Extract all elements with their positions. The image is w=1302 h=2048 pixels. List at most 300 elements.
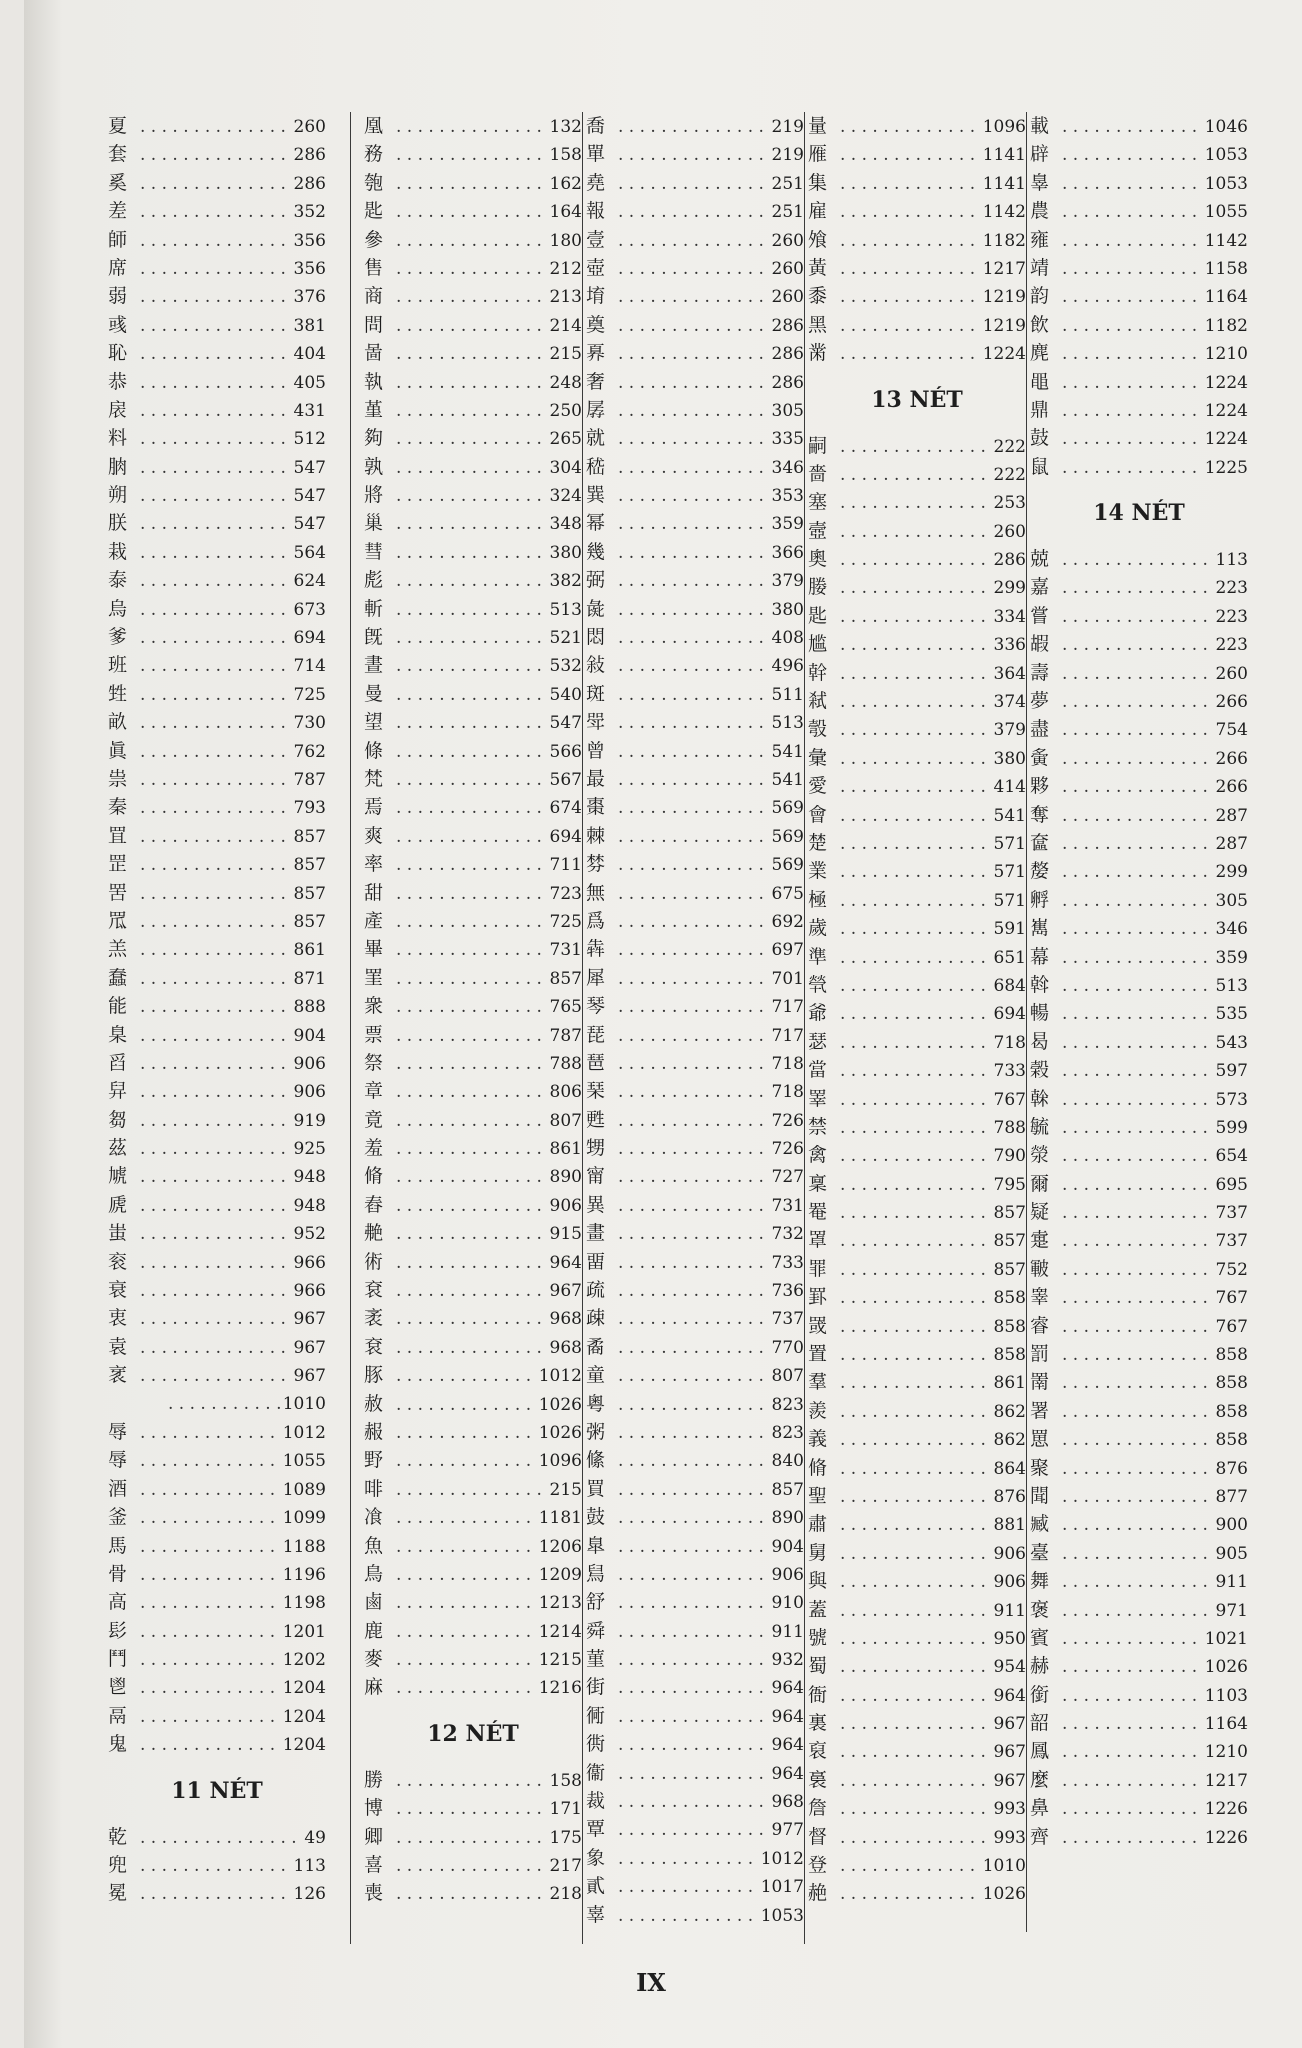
dot-leader (392, 738, 547, 766)
entry-character: 爹 (108, 626, 128, 649)
dot-leader (1058, 340, 1202, 368)
entry-character: 舀 (108, 1051, 128, 1074)
index-column-4 (808, 112, 1026, 1908)
index-entry (108, 1823, 326, 1851)
index-entry (1030, 1113, 1248, 1141)
entry-page-number: 260 (771, 230, 804, 251)
entry-character: 幂 (586, 512, 606, 535)
dot-leader (392, 1078, 547, 1106)
index-entry (808, 1567, 1026, 1595)
index-entry (586, 1219, 804, 1247)
entry-page-number: 571 (993, 862, 1026, 883)
dot-leader (1058, 255, 1202, 283)
entry-page-number: 806 (549, 1082, 582, 1103)
entry-character: 犀 (586, 966, 606, 989)
entry-character: 辜 (586, 1903, 606, 1926)
entry-page-number: 212 (549, 258, 582, 279)
index-entry (808, 112, 1026, 140)
index-entry (808, 488, 1026, 516)
index-entry (108, 623, 326, 651)
entry-page-number: 967 (993, 1714, 1026, 1735)
dot-leader (836, 1568, 991, 1596)
entry-character: 曷 (1030, 1030, 1050, 1053)
index-entry (1030, 999, 1248, 1027)
dot-leader (614, 198, 769, 226)
entry-character: 最 (586, 767, 606, 790)
entry-page-number: 752 (1215, 1259, 1248, 1280)
dot-leader (1058, 369, 1202, 397)
entry-character: 衖 (586, 1733, 606, 1756)
dot-leader (836, 1597, 991, 1625)
dot-leader (1058, 1398, 1213, 1426)
dot-leader (614, 1788, 769, 1816)
entry-page-number: 132 (549, 117, 582, 137)
dot-leader (136, 1880, 291, 1908)
dot-leader (392, 1362, 536, 1390)
index-entry (808, 1624, 1026, 1652)
entry-page-number: 692 (771, 911, 804, 932)
entry-character: 巽 (586, 484, 606, 507)
dot-leader (392, 880, 547, 908)
index-entry (586, 680, 804, 708)
dot-leader (1058, 574, 1213, 602)
index-entry (808, 432, 1026, 460)
entry-page-number: 767 (1215, 1316, 1248, 1337)
entry-character: 商 (364, 285, 384, 308)
entry-page-number: 807 (771, 1366, 804, 1387)
dot-leader (1058, 1511, 1213, 1539)
dot-leader (392, 255, 547, 283)
dot-leader (836, 830, 991, 858)
entry-character: 罫 (808, 1286, 828, 1309)
index-entry (808, 1510, 1026, 1538)
entry-character: 罰 (1030, 1343, 1050, 1366)
entry-page-number: 222 (993, 436, 1026, 457)
index-entry (364, 1106, 582, 1134)
index-entry (108, 282, 326, 310)
dot-leader (614, 340, 769, 368)
dot-leader (392, 1447, 536, 1475)
dot-leader (836, 198, 980, 226)
entry-character: 辟 (1030, 143, 1050, 166)
index-entry (108, 708, 326, 736)
entry-character: 鳳 (1030, 1740, 1050, 1763)
entry-page-number: 1164 (1204, 287, 1248, 308)
entry-character: 衮 (108, 1250, 128, 1273)
index-entry (586, 1844, 804, 1872)
entry-character: 巢 (364, 512, 384, 535)
entry-character: 產 (364, 909, 384, 932)
dot-leader (836, 688, 991, 716)
entry-page-number: 513 (549, 599, 582, 620)
index-entry (808, 254, 1026, 282)
entry-page-number: 948 (293, 1167, 326, 1188)
index-entry (586, 708, 804, 736)
index-entry (1030, 573, 1248, 601)
entry-page-number: 857 (549, 968, 582, 989)
entry-page-number: 754 (1215, 720, 1248, 741)
index-entry (1030, 1028, 1248, 1056)
index-entry (364, 1219, 582, 1247)
entry-character: 望 (364, 711, 384, 734)
entry-page-number: 1210 (1204, 1742, 1248, 1763)
dot-leader (614, 1816, 769, 1844)
entry-page-number: 1021 (1204, 1628, 1248, 1649)
dot-leader (836, 1341, 991, 1369)
dot-leader (1058, 1057, 1213, 1085)
dot-leader (614, 283, 769, 311)
entry-page-number: 260 (293, 117, 326, 137)
index-entry (108, 1361, 326, 1389)
entry-character: 斬 (364, 597, 384, 620)
index-entry (586, 1021, 804, 1049)
entry-page-number: 382 (549, 571, 582, 592)
index-entry (586, 1390, 804, 1418)
entry-page-number: 876 (1215, 1458, 1248, 1479)
entry-character: 貳 (586, 1875, 606, 1898)
entry-character: 弱 (108, 285, 128, 308)
index-entry (108, 1475, 326, 1503)
index-entry (586, 1162, 804, 1190)
entry-character: 匙 (364, 200, 384, 223)
entry-character: 夏 (108, 115, 128, 137)
entry-page-number: 823 (771, 1394, 804, 1415)
dot-leader (614, 1419, 769, 1447)
dot-leader (836, 858, 991, 886)
entry-page-number: 380 (993, 748, 1026, 769)
entry-character: 恥 (108, 342, 128, 365)
entry-character: 準 (808, 945, 828, 968)
column-divider (1026, 112, 1027, 1932)
entry-character: 曾 (586, 739, 606, 762)
entry-character: 勝 (364, 1768, 384, 1791)
entry-page-number: 723 (549, 883, 582, 904)
index-entry (1030, 424, 1248, 452)
dot-leader (392, 141, 547, 169)
entry-character: 舞 (1030, 1570, 1050, 1593)
entry-page-number: 359 (771, 514, 804, 535)
entry-page-number: 408 (771, 628, 804, 649)
entry-page-number: 714 (293, 656, 326, 677)
entry-page-number: 1012 (760, 1848, 804, 1869)
entry-page-number: 858 (993, 1345, 1026, 1366)
dot-leader (136, 596, 291, 624)
entry-page-number: 732 (771, 1224, 804, 1245)
index-entry (586, 1077, 804, 1105)
index-entry (808, 226, 1026, 254)
entry-page-number: 911 (1215, 1572, 1248, 1593)
index-entry (1030, 1482, 1248, 1510)
entry-character: 衕 (586, 1704, 606, 1727)
dot-leader (392, 369, 547, 397)
index-entry (586, 140, 804, 168)
index-entry (586, 1901, 804, 1929)
entry-character: 罛 (108, 909, 128, 932)
entry-character: 眞 (108, 739, 128, 762)
dot-leader (1058, 1426, 1213, 1454)
dot-leader (392, 908, 547, 936)
dot-leader (836, 773, 991, 801)
index-entry (586, 282, 804, 310)
entry-character: 衺 (108, 1364, 128, 1387)
entry-character: 馬 (108, 1534, 128, 1557)
dot-leader (136, 794, 291, 822)
dot-leader (136, 198, 291, 226)
dot-leader (836, 603, 991, 631)
index-entry (808, 1794, 1026, 1822)
entry-page-number: 260 (771, 287, 804, 308)
index-entry (1030, 1737, 1248, 1765)
index-entry (808, 1283, 1026, 1311)
index-entry (586, 396, 804, 424)
entry-character: 舁 (108, 1080, 128, 1103)
entry-page-number: 952 (293, 1224, 326, 1245)
index-entry (364, 1077, 582, 1105)
index-entry (108, 1730, 326, 1758)
entry-page-number: 334 (993, 606, 1026, 627)
dot-leader (392, 1589, 536, 1617)
entry-page-number: 964 (771, 1735, 804, 1756)
index-entry (586, 1475, 804, 1503)
entry-character: 黃 (808, 256, 828, 279)
dot-leader (1058, 830, 1213, 858)
dot-leader (614, 1618, 769, 1646)
entry-page-number: 286 (771, 372, 804, 393)
dot-leader (614, 227, 769, 255)
index-entry (1030, 1340, 1248, 1368)
index-entry (808, 545, 1026, 573)
entry-character: 睾 (1030, 1286, 1050, 1309)
entry-character: 彗 (364, 540, 384, 563)
entry-page-number: 266 (1215, 748, 1248, 769)
index-entry (364, 1532, 582, 1560)
entry-character: 赩 (808, 1882, 828, 1905)
dot-leader (836, 340, 980, 368)
entry-character: 畫 (586, 1222, 606, 1245)
entry-character: 秦 (108, 796, 128, 819)
dot-leader (836, 1029, 991, 1057)
entry-character: 赧 (364, 1420, 384, 1443)
dot-leader (836, 283, 980, 311)
entry-page-number: 718 (771, 1082, 804, 1103)
entry-page-number: 717 (771, 1025, 804, 1046)
index-entry (808, 744, 1026, 772)
index-entry (1030, 1141, 1248, 1169)
dot-leader (1058, 198, 1202, 226)
entry-character: 辱 (108, 1449, 128, 1472)
index-entry (808, 715, 1026, 743)
entry-page-number: 993 (993, 1827, 1026, 1848)
index-entry (586, 112, 804, 140)
entry-character: 高 (108, 1591, 128, 1614)
entry-character: 脩 (364, 1165, 384, 1188)
dot-leader (614, 851, 769, 879)
dot-leader (136, 567, 291, 595)
entry-character: 羨 (808, 1399, 828, 1422)
entry-page-number: 694 (549, 826, 582, 847)
entry-page-number: 405 (293, 372, 326, 393)
index-entry (108, 1248, 326, 1276)
index-entry (364, 1333, 582, 1361)
entry-character: 壺 (586, 256, 606, 279)
entry-character: 舅 (808, 1541, 828, 1564)
index-entry (108, 1702, 326, 1730)
dot-leader (392, 312, 547, 340)
entry-page-number: 346 (1215, 919, 1248, 940)
index-entry (586, 935, 804, 963)
entry-page-number: 675 (771, 883, 804, 904)
entry-page-number: 49 (304, 1827, 326, 1848)
entry-character: 號 (808, 1626, 828, 1649)
entry-character: 悶 (586, 626, 606, 649)
entry-character: 皸 (1030, 1257, 1050, 1280)
entry-page-number: 857 (993, 1259, 1026, 1280)
index-entry (1030, 545, 1248, 573)
index-entry (808, 829, 1026, 857)
entry-page-number: 967 (993, 1770, 1026, 1791)
entry-page-number: 1225 (1204, 457, 1248, 478)
entry-page-number: 162 (549, 173, 582, 194)
index-entry (364, 1794, 582, 1822)
entry-page-number: 266 (1215, 777, 1248, 798)
dot-leader (136, 170, 291, 198)
entry-character: 異 (586, 1193, 606, 1216)
entry-character: 斝 (586, 711, 606, 734)
index-entry (1030, 1454, 1248, 1482)
entry-page-number: 1216 (538, 1678, 582, 1699)
index-entry (364, 1851, 582, 1879)
entry-character: 甜 (364, 881, 384, 904)
index-entry (1030, 857, 1248, 885)
index-entry (808, 1255, 1026, 1283)
entry-page-number: 1226 (1204, 1827, 1248, 1848)
dot-leader (614, 1533, 769, 1561)
dot-leader (136, 1447, 280, 1475)
index-entry (808, 999, 1026, 1027)
dot-leader (136, 539, 291, 567)
entry-character: 壽 (1030, 661, 1050, 684)
dot-leader (1058, 1767, 1202, 1795)
index-entry (808, 1482, 1026, 1510)
index-entry (108, 140, 326, 168)
dot-leader (392, 766, 547, 794)
entry-character: 嘏 (1030, 633, 1050, 656)
entry-page-number: 215 (549, 1479, 582, 1500)
entry-page-number: 260 (1215, 663, 1248, 684)
entry-character: 孰 (364, 455, 384, 478)
index-entry (808, 801, 1026, 829)
dot-leader (614, 1476, 769, 1504)
dot-leader (136, 1334, 291, 1362)
entry-character: 野 (364, 1449, 384, 1472)
entry-character: 師 (108, 228, 128, 251)
dot-leader (392, 1305, 547, 1333)
dot-leader (836, 227, 980, 255)
entry-page-number: 795 (993, 1174, 1026, 1195)
entry-character: 督 (808, 1825, 828, 1848)
entry-character: 榦 (1030, 1087, 1050, 1110)
entry-page-number: 674 (549, 798, 582, 819)
index-entry (808, 1368, 1026, 1396)
dot-leader (614, 1362, 769, 1390)
dot-leader (136, 1533, 280, 1561)
entry-character: 尴 (808, 633, 828, 656)
entry-page-number: 414 (993, 777, 1026, 798)
entry-page-number: 787 (293, 769, 326, 790)
entry-character: 榖 (1030, 1059, 1050, 1082)
entry-page-number: 968 (549, 1309, 582, 1330)
entry-page-number: 366 (771, 542, 804, 563)
index-entry (586, 737, 804, 765)
entry-character: 幾 (586, 540, 606, 563)
entry-page-number: 380 (771, 599, 804, 620)
dot-leader (1058, 1795, 1202, 1823)
entry-character: 業 (808, 860, 828, 883)
entry-character: 彘 (586, 597, 606, 620)
index-entry (364, 737, 582, 765)
index-entry (808, 460, 1026, 488)
dot-leader (836, 1284, 991, 1312)
entry-character: 務 (364, 143, 384, 166)
dot-leader (614, 539, 769, 567)
dot-leader (1058, 454, 1202, 482)
index-entry (586, 1276, 804, 1304)
entry-character: 毓 (1030, 1115, 1050, 1138)
entry-character: 裛 (808, 1768, 828, 1791)
entry-character: 甡 (108, 682, 128, 705)
dot-leader (1058, 1000, 1213, 1028)
index-entry (586, 538, 804, 566)
entry-page-number: 223 (1215, 578, 1248, 599)
entry-page-number: 541 (771, 769, 804, 790)
index-entry (586, 793, 804, 821)
entry-page-number: 324 (549, 486, 582, 507)
index-entry (364, 1503, 582, 1531)
entry-character: 竟 (364, 1108, 384, 1131)
entry-character: 彀 (808, 718, 828, 741)
index-entry (808, 339, 1026, 367)
entry-character: 衆 (364, 995, 384, 1018)
entry-character: 罱 (1030, 1371, 1050, 1394)
index-entry (108, 1588, 326, 1616)
entry-character: 祟 (108, 767, 128, 790)
dot-leader (392, 1249, 547, 1277)
index-entry (108, 1446, 326, 1474)
entry-character: 衷 (108, 1307, 128, 1330)
index-entry (1030, 226, 1248, 254)
index-entry (108, 1162, 326, 1190)
entry-page-number: 356 (293, 230, 326, 251)
entry-character: 率 (364, 853, 384, 876)
entry-character: 琵 (586, 1023, 606, 1046)
dot-leader (392, 965, 547, 993)
entry-character: 載 (1030, 115, 1050, 137)
dot-leader (136, 709, 291, 737)
entry-page-number: 966 (293, 1252, 326, 1273)
dot-leader (392, 567, 547, 595)
dot-leader (136, 1163, 291, 1191)
index-entry (1030, 140, 1248, 168)
dot-leader (136, 766, 291, 794)
entry-page-number: 906 (993, 1543, 1026, 1564)
index-entry (808, 140, 1026, 168)
dot-leader (136, 482, 291, 510)
entry-character: 裒 (808, 1740, 828, 1763)
entry-page-number: 566 (549, 741, 582, 762)
entry-character: 奩 (1030, 831, 1050, 854)
entry-character: 蜀 (808, 1655, 828, 1678)
entry-character: 袁 (108, 1335, 128, 1358)
